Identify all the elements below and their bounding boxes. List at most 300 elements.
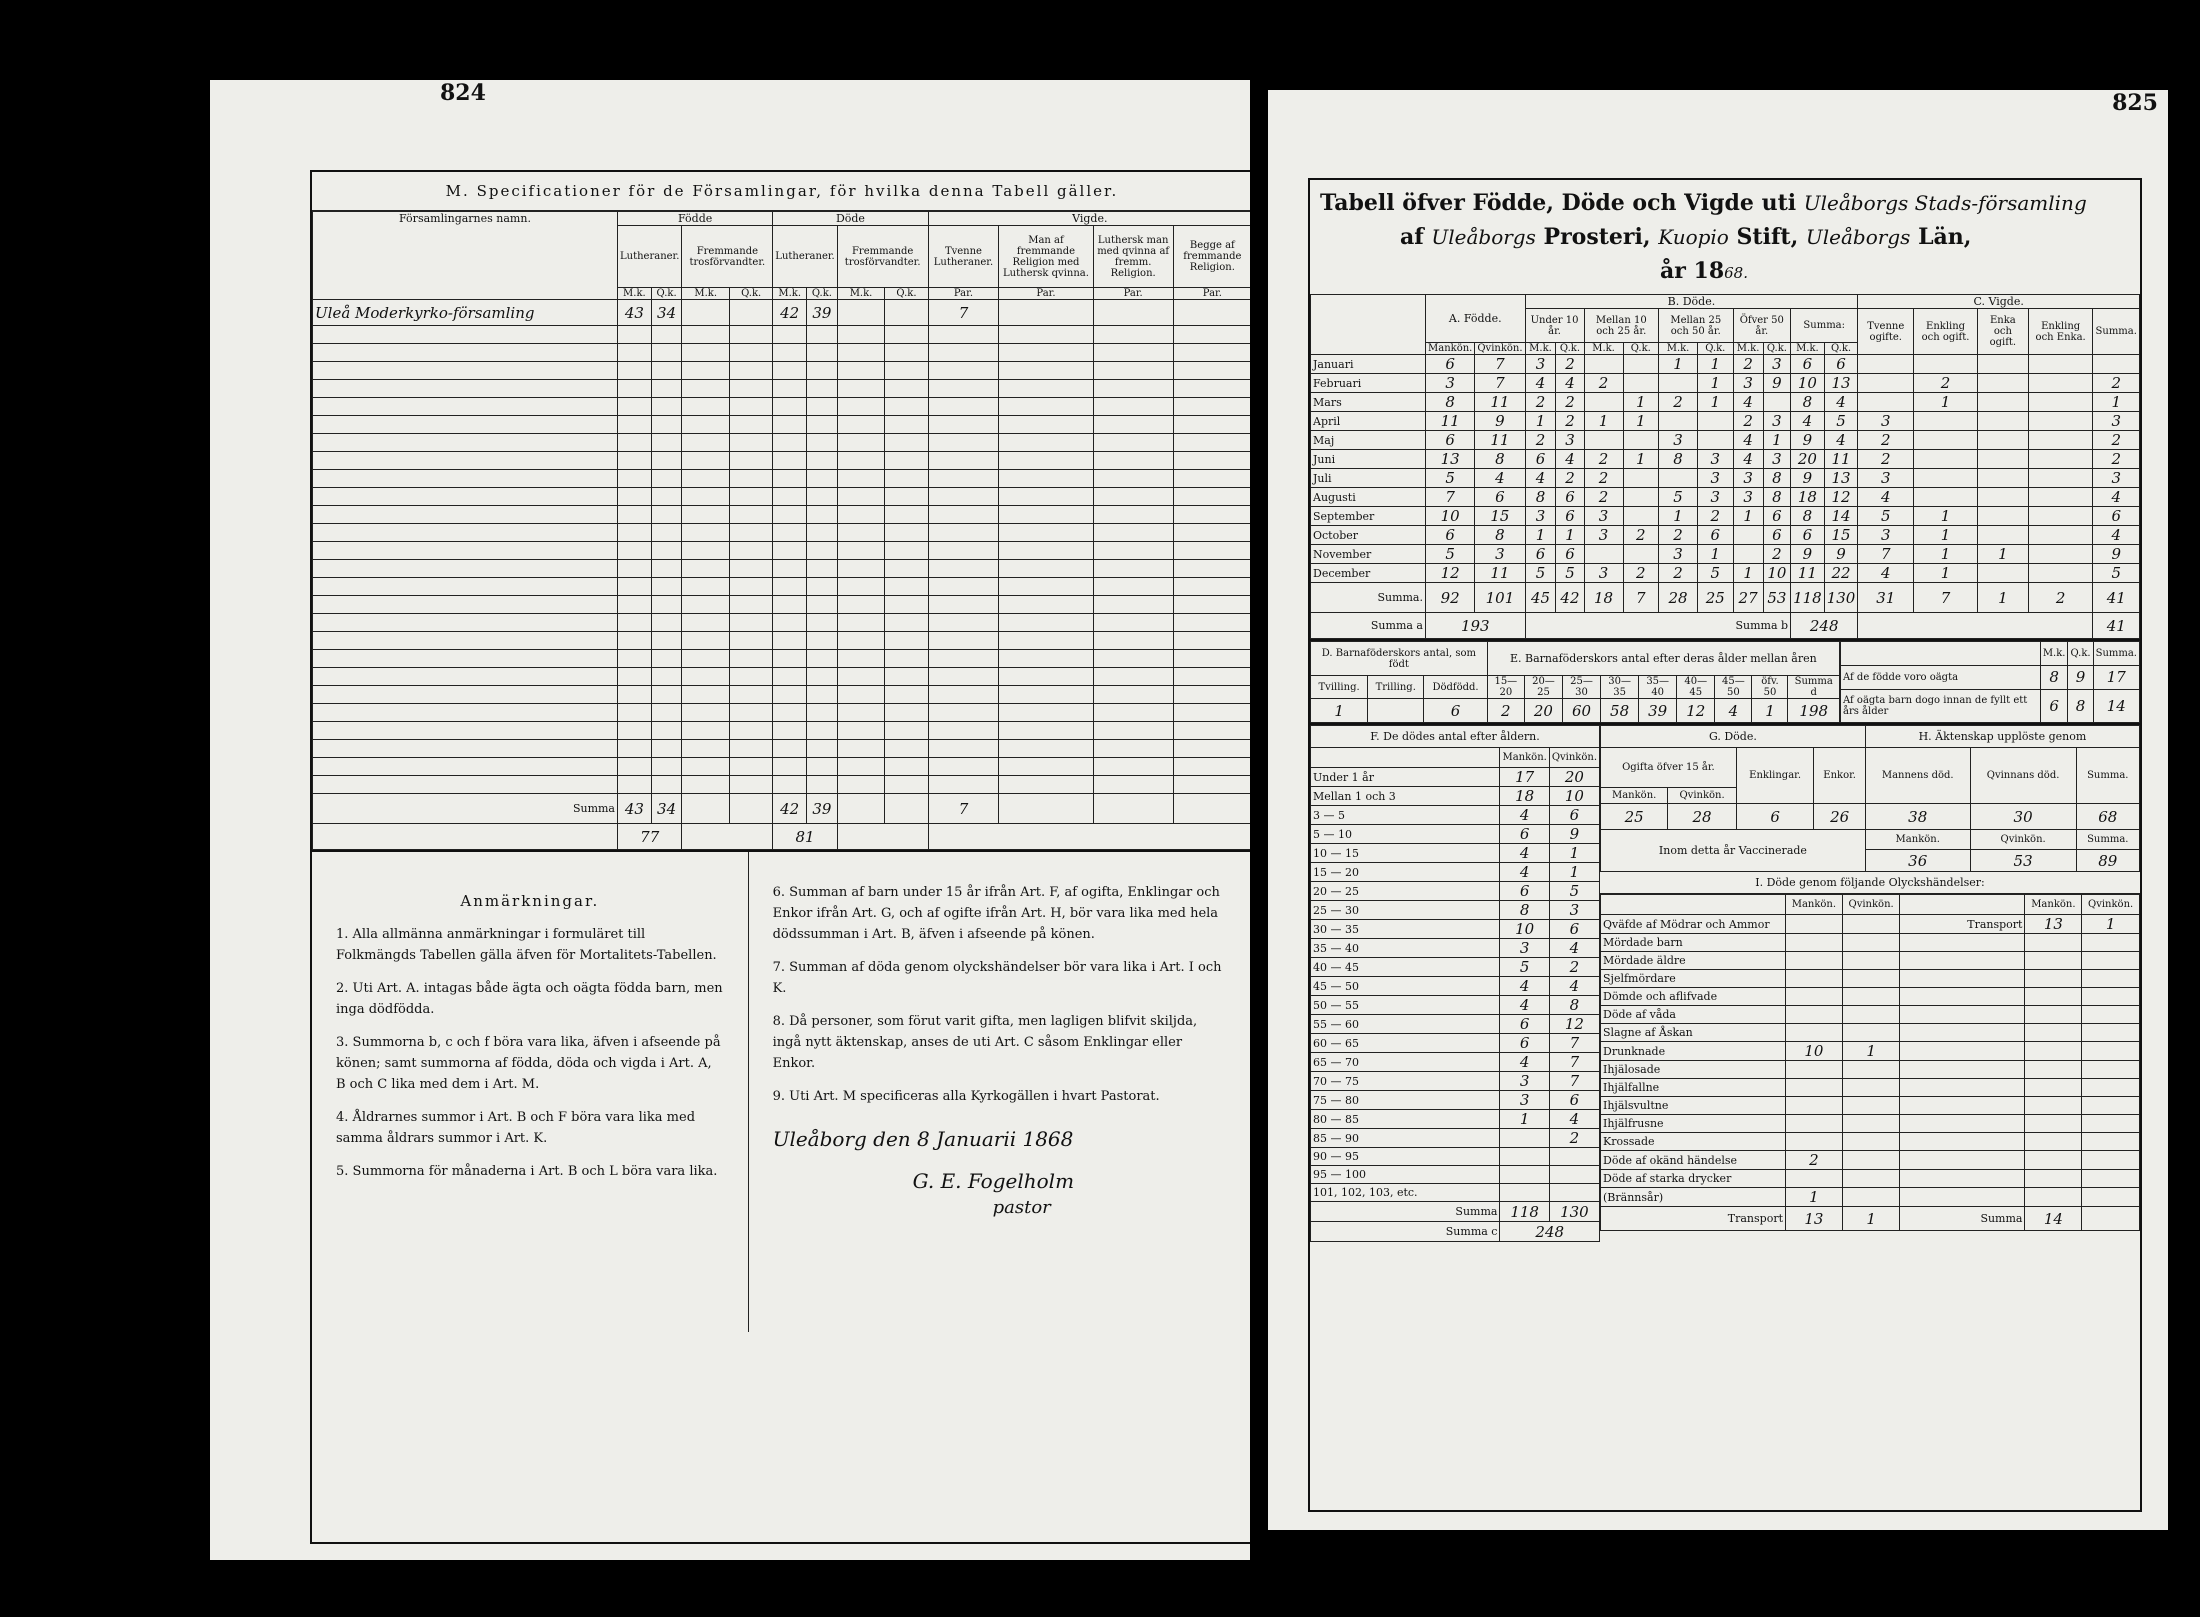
cell: 12 (1426, 564, 1475, 583)
cell (651, 416, 682, 434)
cell (1173, 614, 1250, 632)
table-row (1311, 526, 2140, 545)
sec-b-header: B. Döde. (1525, 295, 1858, 309)
cell (999, 488, 1093, 506)
cell: Mankön. (1601, 788, 1668, 804)
cell: 1 (1623, 412, 1658, 431)
cell: 6 (1791, 526, 1825, 545)
cell: 42 (773, 794, 807, 824)
cell (999, 326, 1093, 344)
cell (1900, 934, 2025, 952)
cell: 3 (2093, 412, 2140, 431)
table-row (313, 434, 1251, 452)
cell (999, 380, 1093, 398)
cell: 17 (2093, 665, 2139, 689)
accident-label: Qväfde af Mödrar och Ammor (1601, 915, 1786, 934)
cell (1584, 355, 1623, 374)
cell (885, 380, 928, 398)
cell (1093, 560, 1173, 578)
cell (730, 650, 773, 668)
table-row (313, 596, 1251, 614)
cell (807, 596, 838, 614)
cell: 1 (1584, 412, 1623, 431)
cell: 2 (1858, 431, 1914, 450)
cell (2082, 1097, 2140, 1115)
cell: 4 (1858, 488, 1914, 507)
cell (999, 560, 1093, 578)
cell (1173, 578, 1250, 596)
cell: 1 (1914, 393, 1978, 412)
cell (651, 596, 682, 614)
cell: 6 (1426, 431, 1475, 450)
cell (682, 758, 730, 776)
cell (928, 524, 999, 542)
cell: Mankön. (1500, 748, 1549, 768)
summa-b-value: 248 (1791, 613, 1858, 639)
cell (313, 380, 618, 398)
cell (773, 488, 807, 506)
cell (999, 740, 1093, 758)
h-mk: M.k. (618, 288, 652, 300)
cell (1093, 488, 1173, 506)
form-m-table (312, 211, 1250, 850)
cell: 30 (1970, 804, 2076, 830)
cell (2028, 374, 2093, 393)
cell (928, 578, 999, 596)
cell: 3 (1763, 355, 1790, 374)
cell: 198 (1788, 699, 1840, 723)
cell: 4 (1549, 977, 1599, 996)
cell (651, 326, 682, 344)
cell: 2 (1914, 374, 1978, 393)
cell (1977, 431, 2028, 450)
cell (2082, 1133, 2140, 1151)
cell: Summa. (2093, 642, 2139, 666)
cell (313, 776, 618, 794)
accident-label: Krossade (1601, 1133, 1786, 1151)
cell: 7 (1475, 355, 1525, 374)
table-abc (1310, 294, 2140, 639)
vigde-tvenne: Tvenne Lutheraner. (928, 226, 999, 288)
table-f (1310, 725, 1600, 1242)
cell: 1 (1549, 844, 1599, 863)
cell (618, 614, 652, 632)
cell: 2 (1623, 526, 1658, 545)
title-text: Tabell öfver Födde, Döde och Vigde uti (1320, 190, 1797, 216)
cell (2093, 355, 2140, 374)
cell (2028, 507, 2093, 526)
cell (885, 596, 928, 614)
table-row (313, 632, 1251, 650)
cell (807, 488, 838, 506)
cell (1733, 526, 1763, 545)
notes-left (312, 852, 749, 1332)
table-row (1311, 1072, 1600, 1091)
cell (2082, 1115, 2140, 1133)
cell (1977, 374, 2028, 393)
cell: 6 (1791, 355, 1825, 374)
cell (1549, 1184, 1599, 1202)
f-summa-label: Summa (1311, 1202, 1500, 1222)
cell (1093, 300, 1173, 326)
table-row (1601, 915, 2140, 934)
cell (730, 300, 773, 326)
cell: 118 (1791, 583, 1825, 613)
cell (1900, 952, 2025, 970)
cell (313, 740, 618, 758)
cell: Qvinkön. (1475, 343, 1525, 355)
cell: 1 (1623, 393, 1658, 412)
cell (1900, 895, 2025, 915)
cell (2025, 988, 2082, 1006)
cell: 7 (928, 794, 999, 824)
cell: 2 (1556, 412, 1584, 431)
accident-label: Slagne af Åskan (1601, 1024, 1786, 1042)
cell (1311, 295, 1426, 355)
cell (2082, 970, 2140, 988)
cell (773, 380, 807, 398)
cell (1842, 1097, 1900, 1115)
table-row (1601, 1097, 2140, 1115)
cell (1842, 1079, 1900, 1097)
cell: 1 (1842, 1042, 1900, 1061)
cell: 4 (1824, 431, 1858, 450)
age-label: 35 — 40 (1311, 939, 1500, 958)
cell (1093, 632, 1173, 650)
month-label: April (1311, 412, 1426, 431)
cell (682, 434, 730, 452)
cell (618, 380, 652, 398)
cell: 6 (1556, 545, 1584, 564)
cell (682, 722, 730, 740)
table-row (313, 344, 1251, 362)
cell (807, 758, 838, 776)
cell: 10 (1500, 920, 1549, 939)
cell (313, 524, 618, 542)
h-summa: Summa. (2076, 748, 2139, 804)
cell (837, 704, 885, 722)
cell (885, 632, 928, 650)
cell: 4 (1500, 863, 1549, 882)
c-tvenne: Tvenne ogifte. (1858, 309, 1914, 355)
table-row (1601, 1024, 2140, 1042)
cell: 9 (1549, 825, 1599, 844)
cell (999, 596, 1093, 614)
cell: 3 (2093, 469, 2140, 488)
cell (2082, 1151, 2140, 1170)
cell (837, 398, 885, 416)
notes-title: Anmärkningar. (460, 892, 600, 910)
table-row (313, 740, 1251, 758)
cell: 8 (1763, 469, 1790, 488)
cell: 8 (2040, 665, 2068, 689)
cell (1900, 1115, 2025, 1133)
cell (682, 470, 730, 488)
month-label: Augusti (1311, 488, 1426, 507)
cell (730, 416, 773, 434)
cell (1093, 362, 1173, 380)
table-row (1601, 1115, 2140, 1133)
cell (837, 380, 885, 398)
cell (807, 398, 838, 416)
table-oagta (1840, 641, 2140, 723)
cell: 20—25 (1524, 676, 1562, 699)
cell: 1 (1525, 526, 1556, 545)
cell: 6 (2040, 689, 2068, 722)
cell (928, 740, 999, 758)
sec-i-header: I. Döde genom följande Olyckshändelser: (1600, 872, 2140, 894)
cell (618, 362, 652, 380)
cell (618, 758, 652, 776)
right-title (1310, 180, 2140, 294)
cell (837, 668, 885, 686)
cell: 11 (1791, 564, 1825, 583)
cell (651, 344, 682, 362)
cell (2025, 1024, 2082, 1042)
cell (928, 650, 999, 668)
cell: 9 (1824, 545, 1858, 564)
cell: 45 (1525, 583, 1556, 613)
cell (313, 632, 618, 650)
h-qk: Q.k. (651, 288, 682, 300)
cell (2025, 1188, 2082, 1207)
cell (928, 488, 999, 506)
cell (730, 632, 773, 650)
cell: 13 (1824, 469, 1858, 488)
cell (1786, 1097, 1843, 1115)
cell: 3 (1858, 526, 1914, 545)
cell: 20 (1524, 699, 1562, 723)
cell (928, 380, 999, 398)
cell: 8 (1763, 488, 1790, 507)
cell: M.k. (1659, 343, 1698, 355)
cell: 9 (2093, 545, 2140, 564)
cell (1173, 686, 1250, 704)
cell: 5 (1426, 469, 1475, 488)
cell: 3 (1525, 355, 1556, 374)
dode-luth: Lutheraner. (773, 226, 837, 288)
cell (1093, 614, 1173, 632)
cell (837, 470, 885, 488)
cell (837, 740, 885, 758)
cell: 4 (1500, 806, 1549, 825)
cell (885, 524, 928, 542)
cell: 7 (1549, 1053, 1599, 1072)
cell (2082, 1170, 2140, 1188)
col-fodde-header: Födde (618, 212, 773, 226)
table-row (1311, 450, 2140, 469)
cell (999, 650, 1093, 668)
cell (2025, 1097, 2082, 1115)
table-row (1311, 806, 1600, 825)
accident-label: Drunknade (1601, 1042, 1786, 1061)
table-row (1311, 863, 1600, 882)
cell (730, 722, 773, 740)
accident-label: Ihjälfallne (1601, 1079, 1786, 1097)
cell (1786, 1133, 1843, 1151)
table-row (313, 380, 1251, 398)
cell: Qvinkön. (1668, 788, 1736, 804)
table-row (1311, 1034, 1600, 1053)
cell: 2 (1659, 564, 1698, 583)
summa-c-label: Summa c (1311, 1222, 1500, 1242)
table-row (313, 650, 1251, 668)
cell (885, 488, 928, 506)
cell (773, 722, 807, 740)
cell (999, 300, 1093, 326)
cell: 1 (1763, 431, 1790, 450)
cell: 3 (1426, 374, 1475, 393)
cell: Tvilling. (1311, 676, 1368, 699)
cell: 4 (1791, 412, 1825, 431)
cell: Summa d (1788, 676, 1840, 699)
cell (1093, 524, 1173, 542)
h-par: Par. (1173, 288, 1250, 300)
transport-bottom-label: Transport (1601, 1207, 1786, 1231)
table-de (1310, 641, 1840, 723)
cell (928, 434, 999, 452)
cell (807, 542, 838, 560)
cell (928, 470, 999, 488)
table-row (1311, 564, 2140, 583)
cell (807, 416, 838, 434)
table-row (313, 560, 1251, 578)
vigde-man-af: Man af fremmande Religion med Luthersk qvinna. (999, 226, 1093, 288)
cell: 1 (1556, 526, 1584, 545)
cell (807, 632, 838, 650)
cell: 39 (807, 300, 838, 326)
cell (837, 686, 885, 704)
cell: 3 (1733, 469, 1763, 488)
cell (837, 452, 885, 470)
cell: 6 (1549, 1091, 1599, 1110)
table-row (1311, 901, 1600, 920)
cell: 1 (1549, 863, 1599, 882)
table-row (313, 578, 1251, 596)
cell (682, 614, 730, 632)
transport-top-label: Transport (1900, 915, 2025, 934)
cell: 58 (1601, 699, 1639, 723)
cell: Qvinkön. (1970, 830, 2076, 850)
cell (1093, 326, 1173, 344)
cell: 1 (1842, 1207, 1900, 1231)
cell (313, 722, 618, 740)
cell (730, 506, 773, 524)
cell (2028, 393, 2093, 412)
cell: 89 (2076, 850, 2139, 872)
age-label: 101, 102, 103, etc. (1311, 1184, 1500, 1202)
cell: 6 (1426, 355, 1475, 374)
month-label: Maj (1311, 431, 1426, 450)
cell (618, 560, 652, 578)
cell (2028, 526, 2093, 545)
cell: 42 (773, 300, 807, 326)
cell (807, 740, 838, 758)
cell (730, 398, 773, 416)
cell (837, 326, 885, 344)
right-gh-area (1600, 725, 2140, 1242)
cell (928, 452, 999, 470)
cell (1914, 412, 1978, 431)
cell: 1 (1525, 412, 1556, 431)
cell: 6 (1549, 920, 1599, 939)
vigde-luth-man: Luthersk man med qvinna af fremm. Religion. (1093, 226, 1173, 288)
cell (682, 524, 730, 542)
cell (1093, 398, 1173, 416)
cell (773, 704, 807, 722)
cell: 6 (1525, 545, 1556, 564)
table-i (1600, 894, 2140, 1231)
cell (1173, 362, 1250, 380)
age-label: 95 — 100 (1311, 1166, 1500, 1184)
cell (1173, 740, 1250, 758)
cell: 8 (1791, 393, 1825, 412)
cell (618, 452, 652, 470)
cell: 3 (1698, 488, 1733, 507)
title-lan: Län, (1918, 224, 1972, 250)
cell (651, 632, 682, 650)
cell (313, 434, 618, 452)
cell (1786, 1006, 1843, 1024)
table-row (1601, 1079, 2140, 1097)
note-item: 6. Summan af barn under 15 år ifrån Art. F, af ogifta, Enklingar och Enkor ifrån Art. G, och af ogifte ifrån Art. H, bör vara lika med hela dödssumman i Art. B, äfven i afseende på könen. (772, 885, 1220, 942)
cell: 2 (1584, 374, 1623, 393)
notes-left-list (336, 924, 724, 1182)
cell: M.k. (1525, 343, 1556, 355)
table-row (313, 506, 1251, 524)
c-enkling-enka: Enkling och Enka. (2028, 309, 2093, 355)
cell: Q.k. (1698, 343, 1733, 355)
cell (682, 740, 730, 758)
cell (999, 452, 1093, 470)
cell: 9 (1763, 374, 1790, 393)
cell: 18 (1791, 488, 1825, 507)
cell: 1 (1786, 1188, 1843, 1207)
cell (1368, 699, 1424, 723)
cell: 6 (1500, 1034, 1549, 1053)
cell (1093, 596, 1173, 614)
cell (928, 668, 999, 686)
cell (1733, 545, 1763, 564)
cell: 68 (2076, 804, 2139, 830)
cell (1584, 431, 1623, 450)
cell (1842, 952, 1900, 970)
table-row (1311, 844, 1600, 863)
cell: 2 (1584, 488, 1623, 507)
cell (807, 524, 838, 542)
cell (1173, 488, 1250, 506)
cell: 1 (2093, 393, 2140, 412)
cell: 25 (1698, 583, 1733, 613)
cell (682, 506, 730, 524)
sec-h-header: H. Äktenskap upplöste genom (1865, 726, 2139, 748)
cell (807, 470, 838, 488)
table-row (313, 398, 1251, 416)
cell (1977, 393, 2028, 412)
cell (1900, 1024, 2025, 1042)
cell (618, 722, 652, 740)
cell (313, 506, 618, 524)
cell: 20 (1549, 768, 1599, 787)
table-row (1311, 939, 1600, 958)
b-over50: Öfver 50 år. (1733, 309, 1791, 343)
cell (837, 614, 885, 632)
table-row (1311, 545, 2140, 564)
cell (1900, 1079, 2025, 1097)
table-row (1311, 1053, 1600, 1072)
cell: 39 (807, 794, 838, 824)
cell: 5 (1698, 564, 1733, 583)
